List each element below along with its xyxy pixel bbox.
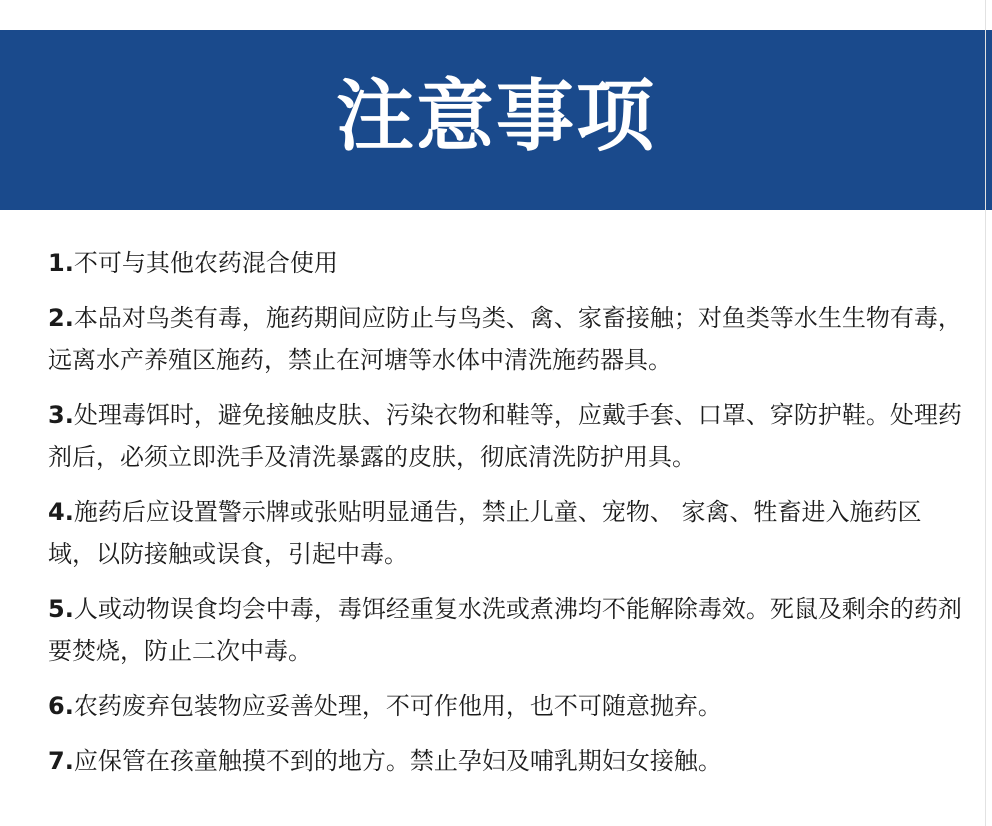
page-title: 注意事项 [335, 72, 656, 162]
list-item [48, 394, 968, 478]
item-text: 不可与其他农药混合使用 [73, 249, 338, 277]
title-banner [0, 30, 992, 210]
item-number: 2. [48, 304, 74, 332]
item-text: 人或动物误食均会中毒，毒饵经重复水洗或煮沸均不能解除毒效。死鼠及剩余的药剂要焚烧，防止二次中毒。 [48, 595, 962, 665]
item-text: 处理毒饵时，避免接触皮肤、污染衣物和鞋等，应戴手套、口罩、穿防护鞋。处理药剂后，必须立即洗手及清洗暴露的皮肤，彻底清洗防护用具。 [48, 401, 962, 471]
item-number: 4. [48, 498, 74, 526]
item-number: 3. [48, 401, 74, 429]
list-item [48, 740, 968, 782]
list-item [48, 297, 968, 381]
item-number: 5. [48, 595, 74, 623]
list-item [48, 242, 968, 284]
item-text: 施药后应设置警示牌或张贴明显通告，禁止儿童、宠物、 家禽、牲畜进入施药区域，以防接触或误食，引起中毒。 [48, 498, 922, 568]
item-number: 6. [48, 692, 74, 720]
item-text: 本品对鸟类有毒，施药期间应防止与鸟类、禽、家畜接触；对鱼类等水生生物有毒，远离水产养殖区施药，禁止在河塘等水体中清洗施药器具。 [48, 304, 962, 374]
page-edge-divider [985, 0, 986, 826]
precautions-list [48, 242, 968, 795]
list-item [48, 588, 968, 672]
top-margin [0, 0, 992, 30]
list-item [48, 685, 968, 727]
item-number: 7. [48, 747, 74, 775]
item-text: 农药废弃包装物应妥善处理，不可作他用，也不可随意抛弃。 [73, 692, 722, 720]
item-text: 应保管在孩童触摸不到的地方。禁止孕妇及哺乳期妇女接触。 [73, 747, 722, 775]
list-item [48, 491, 968, 575]
item-number: 1. [48, 249, 74, 277]
